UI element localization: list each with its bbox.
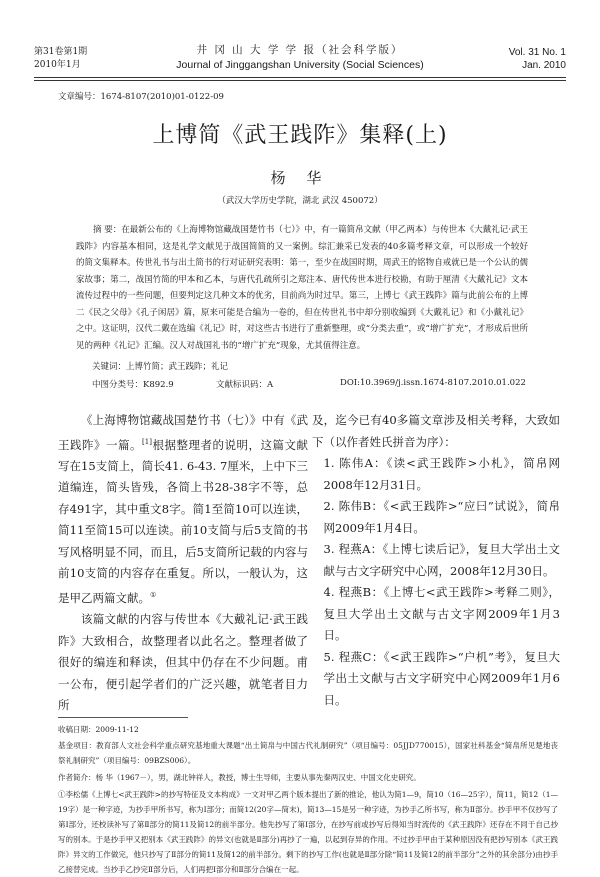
doi: DOI:10.3969/j.issn.1674-8107.2010.01.022	[340, 378, 526, 388]
footnote-marker: ①	[150, 590, 157, 599]
header-volume-date	[34, 46, 87, 72]
body-paragraph: 《上海博物馆藏战国楚竹书（七）》中有《武王践阼》一篇。[1]根据整理者的说明，这篇文献写在15支简上，简长41. 6-43. 7厘米，上中下三道编连，简头皆残，各简上书28-38字不等，总存491字，其中重文8字。简1至简10可以连读，简11至简15可以连读。前10支简与后5支简的书写风格明显不同，而且，后5支简所记载的内容与前10支简的内容存在重复。所以，一般认为，这是甲乙两篇文献。①	[58, 413, 309, 605]
volume-cn: 第31卷第1期	[34, 47, 88, 57]
author-name: 杨 华	[270, 169, 330, 187]
footnote-note-1: ①李松儒《上博七<武王践阼>的抄写特征及文本构成》一文对甲乙两个版本提出了新的推论，他认为简1—9，简10（16—25字），简11，简12（1—19字）是一种字迹，为抄手甲所书写，称为Ⅰ部分；而简12(20字—简末)，简13—15是另一种字迹，为抄手乙所书写，称为Ⅱ部分。抄手甲不仅抄写了第Ⅰ部分，还校读补写了第Ⅱ部分的简11及简12的前半部分。他先抄写了第Ⅰ部分，在抄写前或抄写后得知当时流传的《武王践阼》还存在不同于自己抄写的别本。于是抄手甲又把别本《武王践阼》的异文(也就是Ⅱ部分)再抄了一遍，以起到存异的作用。不过抄手甲由于某种原因没有把抄写别本《武王践阼》异文的工作做完，他只抄写了Ⅱ部分的简11及简12的前半部分。剩下的抄写工作(也就是Ⅱ部分除“简11及简12的前半部分”之外的其余部分)由抄手乙接替完成。当抄手乙抄完Ⅱ部分后，人们再把Ⅰ部分和Ⅱ部分合编在一起。	[58, 790, 558, 874]
footnote-author-bio: 作者简介：杨 华（1967－），男，湖北钟祥人，教授，博士生导师，主要从事先秦两汉史、中国文化史研究。	[58, 773, 421, 782]
clc-number: 中图分类号：K892.9	[92, 380, 174, 390]
footnote-received: 收稿日期：2009-11-12	[58, 725, 139, 734]
journal-cn: 井 冈 山 大 学 学 报（社会科学版）	[196, 44, 404, 56]
body-paragraph: 及，迄今已有40多篇文章涉及相关考释，大致如下（以作者姓氏拼音为序）：	[312, 413, 560, 449]
volume-en: Vol. 31 No. 1	[508, 47, 566, 58]
body-column-left	[58, 410, 308, 717]
footnote-rule	[58, 717, 188, 718]
article-number: 文章编号：1674-8107(2010)01-0122-09	[58, 92, 224, 102]
author-affiliation: （武汉大学历史学院，湖北 武汉 450072）	[217, 196, 383, 206]
reference-item: 1. 陈伟A：《读<武王践阼>小札》，简帛网2008年12月31日。	[323, 456, 560, 492]
keywords: 关键词：上博竹简；武王践阼；礼记	[92, 362, 229, 372]
body-column-right	[312, 410, 560, 711]
abstract: 摘 要：在最新公布的《上海博物馆藏战国楚竹书（七）》中，有一篇简帛文献（甲乙两本）与传世本《大戴礼记·武王践阼》内容基本相同，这是礼学文献见于战国简简的又一案例。综汇兼采已发表的40多篇考释文章，可以形成一个较好的简文集释本。传世礼书与出土简书的行对证研究表明：第一，至少在战国时期，周武王的铭物自戒就已是一个公认的儒家故事；第二，战国竹简的甲本和乙本，与唐代孔疏所引之郑注本、唐代传世本进行校勘，有助于厘清《大戴礼记》文本流传过程中的一些问题，但要判定这几种文本的优劣，目前尚为时过早。第三，上博七《武王践阼》篇与此前公布的上博二《民之父母》《孔子闲居》篇，原来可能是合编为一卷的，但在传世礼书中却分别收编到《大戴礼记》和《小戴礼记》之中。这证明，汉代二戴在选编《礼记》时，对这些古书进行了重新整理，或“分类去重”，或“增广扩充”，才形成后世所见的两种《礼记》汇编。汉人对战国礼书的“增广扩充”现象，尤其值得注意。	[76, 225, 528, 351]
document-code: 文献标识码：A	[216, 380, 274, 390]
journal-en: Journal of Jinggangshan University (Social Sciences)	[176, 59, 424, 71]
journal-title	[170, 42, 430, 71]
body-paragraph: 该篇文献的内容与传世本《大戴礼记·武王践阼》大致相合，故整理者以此名之。整理者做了很好的编连和释读，但其中仍存在不少问题。甫一公布，便引起学者们的广泛兴趣，就笔者目力所	[58, 612, 308, 713]
date-en: Jan. 2010	[522, 60, 566, 71]
citation-marker: [1]	[142, 437, 152, 446]
reference-item: 3. 程燕A：《上博七读后记》，复旦大学出土文献与古文字研究中心网，2008年12月30日。	[323, 542, 560, 578]
header-rule-bottom	[34, 80, 566, 81]
article-title: 上博简《武王践阼》集释(上)	[152, 123, 448, 148]
footnote-fund: 基金项目：教育部人文社会科学重点研究基地重大课题“出土简帛与中国古代礼制研究”（项目编号：05JJD770015），国家社科基金“简帛所见楚地丧祭礼制研究”（项目编号：09BZS006）。	[58, 741, 558, 765]
header-volume-en	[509, 46, 566, 72]
reference-item: 4. 程燕B：《上博七<武王践阼>考释二则》，复旦大学出土文献与古文字网2009年1月3日。	[323, 585, 560, 642]
reference-item: 2. 陈伟B：《<武王践阼>“应曰”试说》，简帛网2009年1月4日。	[323, 499, 560, 535]
header-rule-top	[34, 77, 566, 78]
reference-item: 5. 程燕C：《<武王践阼>“户机”考》，复旦大学出土文献与古文字研究中心网2009年1月6日。	[323, 649, 560, 707]
date-cn: 2010年1月	[34, 60, 81, 70]
